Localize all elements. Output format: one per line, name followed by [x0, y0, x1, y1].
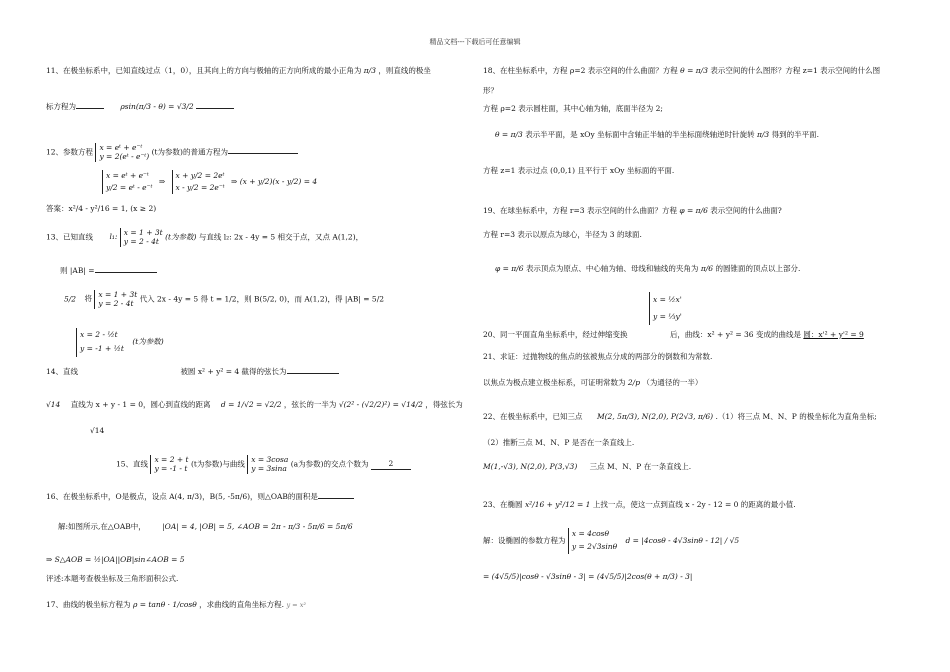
q13-question: 13、已知直线 l₁: x = 1 + 3t y = 2 - 4t (t为参数) 与直线 l₂: 2x - 4y = 5 相交于点，又点 A(1,2)，	[46, 228, 364, 247]
q16-text: 16、在极坐标系中，O是极点，设点 A(4, π/3)，B(5, -5π/6)，则△OAB的面积是	[46, 492, 318, 501]
q16-question	[46, 492, 354, 501]
q14-solution	[46, 400, 463, 409]
q12-sol-line3: x + y/2 = 2eᵗ	[175, 171, 225, 180]
q12-sol-eq: ⇒ (x + y/2)(x - y/2) = 4	[231, 177, 318, 186]
q11-line2	[46, 102, 234, 111]
q22-sol-text: 三点 M、N、P 在一条直线上.	[589, 462, 692, 471]
page-header: 精品文档---下载后可任意编辑	[429, 38, 521, 46]
q11-angle: π/3	[363, 66, 376, 75]
q13-sys-line1: x = 1 + 3t	[123, 228, 163, 237]
q19-sol-text-b: 的圆锥面的顶点以上部分.	[715, 264, 801, 273]
q14-sol-distance: d = 1/√2 = √2/2	[220, 400, 282, 409]
q12-sol-line1: x = eᵗ + e⁻ᵗ	[106, 171, 149, 180]
q14-text-b: 被圆 x² + y² = 4 截得的弦长为	[180, 367, 287, 376]
q19-sol-2	[495, 264, 800, 273]
q14-sol-text-c: ，得弦长为	[425, 400, 463, 409]
q14-sys-line1: x = 2 - ½t	[80, 330, 118, 339]
q19-phi: φ = π/6	[679, 206, 708, 215]
q12-sol-line2: y/2 = eᵗ - e⁻ᵗ	[106, 183, 153, 192]
q12-question	[46, 143, 298, 162]
q14-question	[46, 367, 339, 376]
q15-answer: 2	[371, 459, 411, 469]
q19-sol-1: 方程 r=3 表示以原点为球心，半径为 3 的球面.	[483, 230, 642, 239]
q23-solution	[483, 528, 739, 554]
q20-answer: 圆：x'² + y'² = 9	[803, 330, 864, 339]
answer-blank	[196, 108, 234, 109]
q18-sol-3: 方程 z=1 表示过点 (0,0,1) 且平行于 xOy 坐标面的平面.	[483, 166, 675, 175]
q14-sol-result: √14	[90, 426, 105, 435]
q22-part2: （2）推断三点 M、N、P 是否在一条直线上.	[483, 438, 635, 447]
q11-text-b: ，则直线的极坐	[378, 66, 431, 75]
answer-blank	[287, 373, 339, 374]
q12-sol-system1	[102, 170, 152, 194]
q16-solution	[58, 522, 353, 531]
q14-sys-line2: y = -1 + ½t	[80, 344, 124, 354]
q15-system1	[150, 455, 188, 474]
q18-sol-theta: θ = π/3	[495, 130, 523, 139]
q16-sol-area	[46, 555, 185, 564]
q13-system	[120, 228, 163, 247]
q23-text-b: 上找一点，使这一点到直线 x - 2y - 12 = 0 的距离的最小值.	[592, 500, 796, 509]
q16-sol-eq: |OA| = 4, |OB| = 5, ∠AOB = 2π - π/3 - 5π/6 = 5π/6	[162, 522, 353, 531]
q11-answer-eq: ρsin(π/3 - θ) = √3/2	[120, 102, 194, 111]
q12-text: 12、参数方程	[46, 147, 94, 157]
q22-sol-points: M(1,-√3), N(2,0), P(3,√3)	[483, 462, 578, 471]
q15-text: 15、直线	[116, 459, 149, 469]
q15-text-c: (a为参数)的交点个数为	[290, 459, 369, 469]
q23-result-eq: = (4√5/5)|cosθ - √3sinθ - 3| = (4√5/5)|2cos(θ + π/3) - 3|	[483, 572, 693, 581]
q22-solution	[483, 462, 691, 471]
q21-text: 以焦点为极点建立极坐标系，可证明常数为	[483, 378, 626, 387]
q13-text: 13、已知直线	[46, 232, 94, 242]
q12-sol-system2	[172, 170, 225, 194]
q23-distance: d = |4cosθ - 4√3sinθ - 12| / √5	[625, 535, 740, 545]
q12-sys-line1: x = eᵗ + e⁻ᵗ	[99, 143, 143, 152]
q19-text-b: 表示空间的什么曲面?	[710, 206, 782, 215]
q11-text-c: 标方程为	[46, 102, 76, 111]
q14-sol-text: 直线为 x + y - 1 = 0，圆心到直线的距离	[70, 400, 211, 409]
q12-solution: x = eᵗ + e⁻ᵗ y/2 = eᵗ - e⁻ᵗ ⇒ x + y/2 = 2eᵗ x - y/2 = 2e⁻ᵗ ⇒ (x + y/2)(x - y/2) = 4	[102, 170, 317, 194]
q20-sys-line2: y = ⅓y'	[653, 311, 682, 321]
q20-sys-line1: x = ½x'	[653, 295, 682, 304]
q23-sol-text: 解：设椭圆的参数方程为	[483, 535, 566, 545]
q13-text-c: 则 |AB| =	[60, 266, 95, 275]
q13-sol-system	[94, 290, 137, 309]
answer-blank	[318, 498, 354, 499]
q20-text: 20、同一平面直角坐标系中，经过伸缩变换	[483, 330, 628, 339]
q16-sol-text: 解:如图所示,在△OAB中，	[58, 522, 146, 531]
q18-sol-1: 方程 ρ=2 表示圆柱面，其中心轴为轴，底面半径为 2;	[483, 104, 663, 113]
q13-text-b: 与直线 l₂: 2x - 4y = 5 相交于点，又点 A(1,2)，	[198, 232, 364, 242]
q15-sys-line1: x = 2 + t	[154, 455, 189, 464]
q13-sol-line1: x = 1 + 3t	[98, 290, 138, 299]
q21-solution	[483, 378, 702, 387]
q18-theta: θ = π/3	[680, 66, 708, 75]
q17-eq: ρ = tanθ · 1/cosθ	[132, 600, 197, 609]
q20-text-b: 后，曲线：x² + y² = 36 变成的曲线是	[669, 330, 801, 339]
q18-line2: 形？	[483, 86, 498, 95]
q19-text: 19、在球坐标系中，方程 r=3 表示空间的什么曲面？方程	[483, 206, 677, 215]
q22-text: 22、在极坐标系中，已知三点	[483, 412, 583, 421]
q23-ellipse: x²/16 + y²/12 = 1	[524, 500, 591, 509]
q17-question	[46, 600, 306, 609]
q18-question	[483, 66, 880, 75]
q22-points: M(2, 5π/3), N(2,0), P(2√3, π/6)	[596, 412, 714, 421]
q15-question	[116, 455, 411, 474]
answer-blank	[76, 108, 104, 109]
q15-sys-line4: y = 3sina	[251, 464, 287, 474]
q20-system-brace	[649, 292, 682, 325]
q23-result	[483, 572, 692, 581]
q21-constant: 2/p	[627, 378, 640, 387]
q11-text: 11、在极坐标系中，已知直线过点（1，0），且其向上的方向与极轴的正方向所成的最小正角为	[46, 66, 362, 75]
q18-sol-angle: π/3	[756, 130, 770, 139]
q22-question	[483, 412, 877, 421]
q14-sol-text-b: ，弦长的一半为	[283, 400, 337, 409]
q22-text-b: .（1）将三点 M、N、P 的极坐标化为直角坐标;	[715, 412, 877, 421]
q12-system	[95, 143, 149, 162]
q13-solution	[64, 290, 384, 309]
q19-sol-text: 表示顶点为原点、中心轴为轴、母线和轴线的夹角为	[525, 264, 699, 273]
q18-sol-text: 表示半平面，是 xOy 坐标面中含轴正半轴的半坐标面绕轴逆时针旋转	[525, 130, 755, 139]
q11-line1	[46, 66, 431, 75]
answer-blank	[228, 153, 298, 154]
q17-text: 17、曲线的极坐标方程为	[46, 600, 131, 609]
q17-text-b: ，求曲线的直角坐标方程.	[199, 600, 285, 609]
q13-sol-answer: 5/2	[64, 294, 77, 304]
answer-blank	[95, 272, 157, 273]
q23-sys-line1: x = 4cosθ	[571, 529, 610, 538]
q20-system	[649, 292, 682, 325]
q20-question	[483, 330, 864, 339]
q14-sol-half: √(2² - (√2/2)²) = √14/2	[338, 400, 423, 409]
q21-question: 21、求证：过抛物线的焦点的弦被焦点分成的两部分的倒数和为常数.	[483, 352, 713, 361]
q15-sys-line3: x = 3cosa	[251, 455, 289, 464]
q23-text: 23、在椭圆	[483, 500, 523, 509]
q18-sol-text-b: 得到的半平面.	[771, 130, 819, 139]
q13-sol-text-b: 代入 2x - 4y = 5 得 t = 1/2，则 B(5/2, 0)，而 A(1,2)，得 |AB| = 5/2	[139, 294, 385, 304]
q14-param: (t为参数)	[132, 337, 164, 347]
q19-sol-angle: π/6	[700, 264, 714, 273]
q23-system	[568, 528, 617, 554]
q19-question	[483, 206, 782, 215]
q12-sol-line4: x - y/2 = 2e⁻ᵗ	[175, 183, 225, 192]
q12-text-b: (t为参数)的普通方程为	[151, 147, 228, 157]
q23-sys-line2: y = 2√3sinθ	[571, 541, 618, 551]
q14-sol-answer: √14	[46, 400, 61, 409]
q14-system-brace	[76, 328, 124, 357]
q23-question	[483, 500, 796, 509]
q16-area-eq: ⇒ S△AOB = ½|OA||OB|sin∠AOB = 5	[46, 555, 185, 564]
q14-text: 14、直线	[46, 367, 79, 376]
q15-system2	[247, 455, 288, 474]
q13-sys-line2: y = 2 - 4t	[123, 237, 159, 247]
q13-sol-line2: y = 2 - 4t	[98, 299, 134, 309]
q13-param: (t为参数)	[165, 232, 197, 242]
q12-sys-line2: y = 2(eᵗ - e⁻ᵗ)	[99, 152, 150, 162]
q16-note: 评述:本题考查极坐标及三角形面积公式.	[46, 574, 179, 583]
q21-text-b: （为通径的一半）	[642, 378, 703, 387]
q18-sol-2	[495, 130, 819, 139]
q13-sol-text: 将	[84, 294, 92, 304]
q12-answer: 答案：x²/4 - y²/16 = 1, (x ≥ 2)	[46, 204, 157, 213]
q15-text-b: (t为参数)与曲线	[190, 459, 245, 469]
q18-text-b: 表示空间的什么图形？方程 z=1 表示空间的什么图	[710, 66, 881, 75]
q15-sys-line2: y = -1 - t	[154, 464, 188, 474]
q17-answer: y = x²	[286, 601, 306, 609]
q19-sol-phi: φ = π/6	[495, 264, 524, 273]
q18-text: 18、在柱坐标系中，方程 ρ=2 表示空间的什么曲面？方程	[483, 66, 678, 75]
q14-system	[76, 328, 164, 357]
q13-line2	[60, 266, 157, 275]
